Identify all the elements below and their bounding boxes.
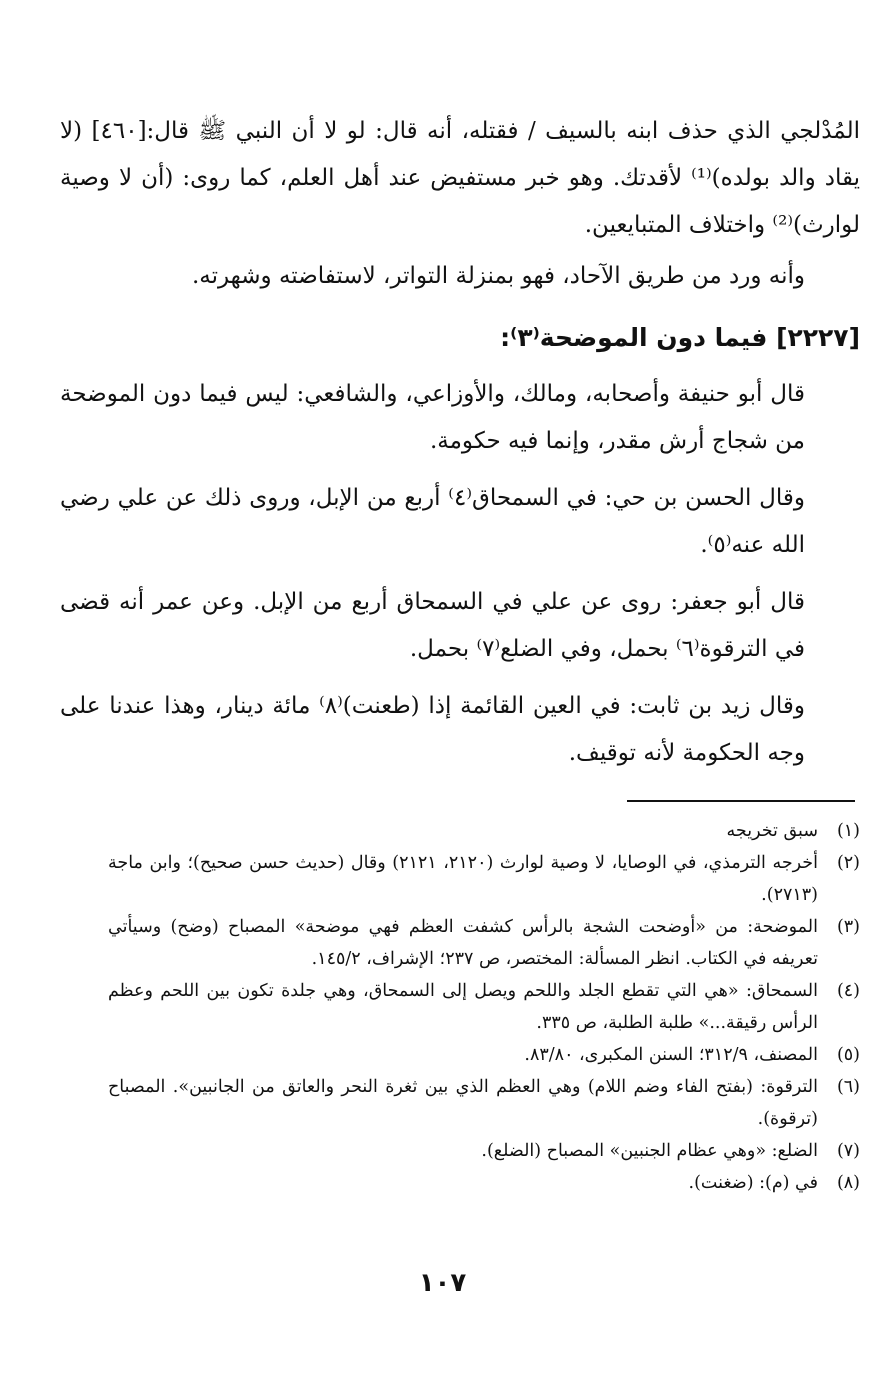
footnote (108, 1039, 860, 1071)
footnote-number: (٤) (836, 981, 860, 1001)
footnote-number: (٦) (836, 1077, 860, 1097)
paragraph-4: وقال الحسن بن حي: في السمحاق⁽٤⁾ أربع من الإبل، وروى ذلك عن علي رضي الله عنه⁽٥⁾. (60, 485, 805, 558)
footnote-text: الترقوة: (بفتح الفاء وضم اللام) وهي العظم الذي بين ثغرة النحر والعاتق من الجانبين». المصباح (ترقوة). (108, 1077, 818, 1129)
footnote-number: (٢) (836, 853, 860, 873)
footnote-text: أخرجه الترمذي، في الوصايا، لا وصية لوارث (٢١٢٠، ٢١٢١) وقال (حديث حسن صحيح)؛ وابن ماجة (٢٧١٣). (108, 853, 818, 905)
footnote-number: (١) (836, 821, 860, 841)
footnote-number: (٥) (836, 1045, 860, 1065)
paragraph-3: قال أبو حنيفة وأصحابه، ومالك، والأوزاعي، والشافعي: ليس فيما دون الموضحة من شجاج أرش مقدر، وإنما فيه حكومة. (60, 381, 805, 454)
footnote (108, 911, 860, 975)
footnote-number: (٣) (836, 917, 860, 937)
footnote-text: في (م): (ضغنت). (688, 1173, 818, 1193)
footnote-text: السمحاق: «هي التي تقطع الجلد واللحم ويصل إلى السمحاق، وهي جلدة تكون بين اللحم وعظم الرأس رقيقة...» طلبة الطلبة، ص ٣٣٥. (108, 981, 818, 1033)
footnote-text: المصنف، ٣١٢/٩؛ السنن المكبرى، ٨٣/٨٠. (524, 1045, 818, 1065)
footnote (108, 975, 860, 1039)
footnote-text: الضلع: «وهي عظام الجنبين» المصباح (الضلع). (481, 1141, 818, 1161)
paragraph-5: قال أبو جعفر: روى عن علي في السمحاق أربع من الإبل. وعن عمر أنه قضى في الترقوة⁽٦⁾ بحمل، وفي الضلع⁽٧⁾ بحمل. (60, 589, 805, 662)
footnote (108, 847, 860, 911)
footnote (108, 1167, 860, 1199)
footnote-text: سبق تخريجه (726, 821, 818, 841)
paragraph-1: المُدْلجي الذي حذف ابنه بالسيف / فقتله، أنه قال: لو لا أن النبي ﷺ قال:[٤٦٠] (لا يقاد والد بولده)⁽¹⁾ لأقدتك. وهو خبر مستفيض عند أهل العلم، كما روى: (أن لا وصية لوارث)⁽²⁾ واختلاف المتبايعين. (60, 118, 860, 238)
paragraph-6: وقال زيد بن ثابت: في العين القائمة إذا (طعنت)⁽٨⁾ مائة دينار، وهذا عندنا على وجه الحكومة لأنه توقيف. (60, 693, 805, 766)
paragraph-2: وأنه ورد من طريق الآحاد، فهو بمنزلة التواتر، لاستفاضته وشهرته. (191, 263, 805, 289)
footnote-number: (٧) (836, 1141, 860, 1161)
page-number: ١٠٧ (418, 1268, 467, 1298)
footnote-number: (٨) (836, 1173, 860, 1193)
footnote (108, 815, 860, 847)
section-heading: [٢٢٢٧] فيما دون الموضحة⁽٣⁾: (500, 323, 860, 352)
footnote-divider (627, 800, 855, 802)
footnote (108, 1071, 860, 1135)
main-text (60, 108, 860, 777)
footnotes (108, 815, 860, 1199)
footnote-text: الموضحة: من «أوضحت الشجة بالرأس كشفت العظم فهي موضحة» المصباح (وضح) وسيأتي تعريفه في الكتاب. انظر المسألة: المختصر، ص ٢٣٧؛ الإشراف، ١٤٥/٢. (108, 917, 818, 969)
footnote (108, 1135, 860, 1167)
